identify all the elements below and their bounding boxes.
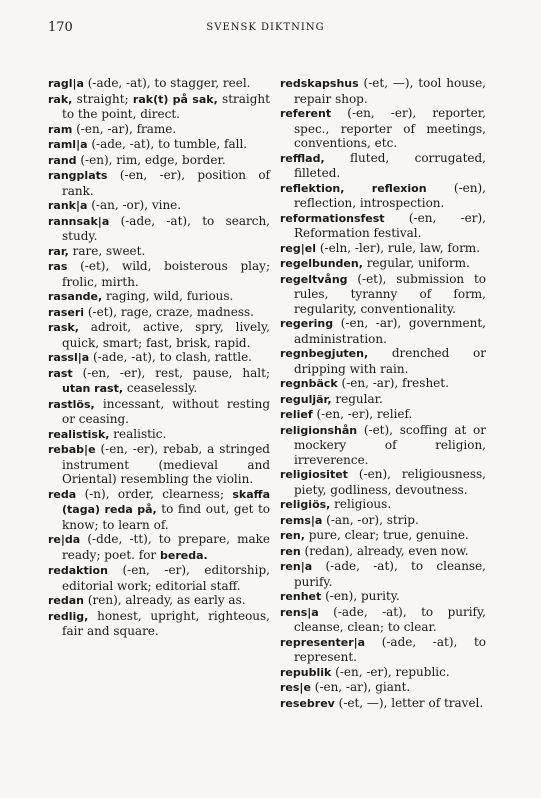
entry-headword: regnbegjuten, xyxy=(280,347,369,360)
dictionary-entry xyxy=(280,605,486,635)
dictionary-entry xyxy=(280,376,486,392)
dictionary-entry xyxy=(280,589,486,605)
dictionary-entry xyxy=(280,106,486,151)
entry-definition: adroit, active, spry, lively, quick, smart; fast, brisk, rapid. xyxy=(62,320,270,350)
entry-headword: realistisk, xyxy=(48,427,110,441)
left-column xyxy=(48,76,270,639)
page-number: 170 xyxy=(48,20,73,35)
entry-definition: realistic. xyxy=(109,426,167,441)
entry-headword: regering xyxy=(280,317,334,330)
entry-headword: reda xyxy=(48,487,77,501)
entry-definition: ceaselessly. xyxy=(123,381,198,395)
page-header xyxy=(48,20,483,40)
dictionary-entry xyxy=(280,76,486,106)
entry-headword: rems|a xyxy=(280,513,323,527)
entry-bold-phrase: skaffa (taga) reda på, xyxy=(62,487,270,516)
entry-definition: (-en, -er), position of rank. xyxy=(62,168,270,198)
dictionary-entry xyxy=(48,320,270,350)
entry-headword: referent xyxy=(280,107,332,120)
entry-definition: (-en, -er), republic. xyxy=(331,664,450,679)
dictionary-entry xyxy=(280,392,486,408)
entry-headword: re|da xyxy=(48,533,81,546)
entry-definition: (-en, -ar), frame. xyxy=(72,121,177,136)
entry-headword: ras xyxy=(48,260,68,273)
entry-definition: (-ade, -at), to clash, rattle. xyxy=(89,350,252,364)
entry-definition: (-ade, -at), to represent. xyxy=(294,634,486,664)
entry-headword: ragl|a xyxy=(48,77,84,90)
entry-headword: regeltvång xyxy=(280,272,348,286)
dictionary-entry xyxy=(280,680,486,696)
dictionary-entry xyxy=(280,467,486,497)
entry-definition: (-dde, -tt), to prepare, make ready; poet. for xyxy=(62,532,270,562)
entry-headword: rens|a xyxy=(280,605,319,619)
entry-definition: regular. xyxy=(331,391,383,406)
entry-headword: raml|a xyxy=(48,138,88,151)
entry-headword: regelbunden, xyxy=(280,257,363,270)
entry-bold-phrase: bereda. xyxy=(160,548,208,562)
entry-headword: rand xyxy=(48,153,77,167)
dictionary-entry xyxy=(280,497,486,513)
entry-headword: rasande, xyxy=(48,290,103,303)
entry-definition: (-ade, -at), to tumble, fall. xyxy=(87,137,248,151)
entry-definition: (-ade, -at), to purify, cleanse, clean; to clear. xyxy=(294,604,486,634)
right-column xyxy=(280,76,486,711)
dictionary-entry xyxy=(48,397,270,427)
entry-headword: ren xyxy=(280,544,301,558)
entry-headword: resebrev xyxy=(280,696,335,710)
dictionary-entry xyxy=(48,366,270,397)
entry-headword: rastlös, xyxy=(48,397,95,411)
entry-headword: rangplats xyxy=(48,169,108,182)
entry-definition: (-en, -er), reporter, spec., reporter of meetings, conventions, etc. xyxy=(294,106,486,150)
entry-headword: reguljär, xyxy=(280,392,332,406)
dictionary-entry xyxy=(48,427,270,443)
entry-headword: refflad, xyxy=(280,151,325,165)
dictionary-entry xyxy=(48,305,270,321)
dictionary-entry xyxy=(280,665,486,681)
dictionary-entry xyxy=(280,559,486,589)
entry-definition: drenched or dripping with rain. xyxy=(294,346,486,376)
entry-headword: rast xyxy=(48,366,73,380)
entry-definition: (-en, -er), editorship, editorial work; editorial staff. xyxy=(62,563,270,593)
entry-headword: redskapshus xyxy=(280,77,359,90)
dictionary-entry xyxy=(280,256,486,272)
entry-headword: reg|el xyxy=(280,241,317,255)
entry-headword: representer|a xyxy=(280,635,366,649)
entry-definition: (-en, -ar), giant. xyxy=(310,680,411,694)
entry-headword: ram xyxy=(48,122,73,136)
entry-headword: regnbäck xyxy=(280,377,338,390)
entry-headword: raseri xyxy=(48,305,85,319)
dictionary-entry xyxy=(48,153,270,169)
dictionary-entry xyxy=(48,122,270,138)
dictionary-entry xyxy=(48,609,270,639)
dictionary-entry xyxy=(280,241,486,257)
entry-definition: straight; xyxy=(72,91,133,106)
dictionary-entry xyxy=(280,407,486,423)
entry-headword: rak, xyxy=(48,92,73,106)
entry-definition: (-et), scoffing at or mockery of religion, irreverence. xyxy=(294,422,486,467)
dictionary-entry xyxy=(48,198,270,214)
entry-definition: straight to the point, direct. xyxy=(62,91,270,121)
entry-definition: fluted, corrugated, filleted. xyxy=(294,150,486,180)
entry-headword: renhet xyxy=(280,590,322,603)
dictionary-entry xyxy=(280,423,486,468)
dictionary-entry xyxy=(280,272,486,317)
entry-headword: rask, xyxy=(48,321,79,334)
entry-definition: (-et), wild, boisterous play; frolic, mirth. xyxy=(62,259,270,289)
entry-headword: rar, xyxy=(48,244,69,258)
entry-definition: (-et), submission to rules, tyranny of form, regularity, conventionality. xyxy=(294,271,486,316)
dictionary-entry xyxy=(48,244,270,260)
dictionary-entry xyxy=(48,289,270,305)
entry-definition: (-n), order, clearness; xyxy=(76,486,233,501)
entry-definition: (-en), religiousness, piety, godliness, devoutness. xyxy=(294,467,486,497)
dictionary-entry xyxy=(280,696,486,712)
dictionary-entry xyxy=(280,151,486,181)
entry-bold-phrase: utan rast, xyxy=(62,382,124,395)
dictionary-entry xyxy=(48,442,270,487)
dictionary-entry xyxy=(48,137,270,153)
entry-headword: redaktion xyxy=(48,564,108,577)
entry-headword: redlig, xyxy=(48,609,89,623)
entry-definition: regular, uniform. xyxy=(362,256,470,270)
dictionary-entry xyxy=(48,259,270,289)
entry-definition: incessant, without resting or ceasing. xyxy=(62,396,270,426)
dictionary-entry xyxy=(48,92,270,122)
entry-definition: (-ade, -at), to stagger, reel. xyxy=(83,76,251,90)
entry-definition: (ren), already, as early as. xyxy=(84,593,246,607)
entry-bold-phrase: rak(t) på sak, xyxy=(132,92,218,106)
entry-headword: rank|a xyxy=(48,199,88,212)
entry-definition: (-en), rim, edge, border. xyxy=(76,152,226,167)
entry-definition: (-an, -or), strip. xyxy=(322,512,419,527)
entry-definition: to find out, get to know; to learn of. xyxy=(62,502,270,532)
entry-definition: (-ade, -at), to cleanse, purify. xyxy=(294,559,486,589)
entry-definition: (-ade, -at), to search, study. xyxy=(62,213,270,243)
entry-definition: pure, clear; true, genuine. xyxy=(304,528,469,542)
entry-definition: (-en), purity. xyxy=(321,589,400,603)
entry-headword: republik xyxy=(280,665,332,679)
entry-headword: relief xyxy=(280,408,313,421)
entry-definition: religious. xyxy=(330,497,392,511)
entry-definition: rare, sweet. xyxy=(68,243,146,258)
entry-headword: religiös, xyxy=(280,498,331,511)
entry-definition: (-en), reflection, introspection. xyxy=(294,180,486,210)
entry-headword: rannsak|a xyxy=(48,214,110,228)
entry-headword: redan xyxy=(48,594,85,607)
entry-headword: religionshån xyxy=(280,423,358,437)
entry-definition: (-en, -ar), freshet. xyxy=(337,376,449,390)
entry-definition: (-en, -er), Reformation festival. xyxy=(294,210,486,240)
dictionary-entry xyxy=(280,181,486,211)
dictionary-entry xyxy=(280,635,486,665)
dictionary-entry xyxy=(280,211,486,241)
entry-headword: religiositet xyxy=(280,468,348,481)
entry-definition: (-eln, -ler), rule, law, form. xyxy=(316,240,481,255)
dictionary-entry xyxy=(280,513,486,529)
dictionary-entry xyxy=(48,563,270,593)
dictionary-entry xyxy=(280,346,486,376)
entry-definition: (-et, —), tool house, repair shop. xyxy=(294,76,486,106)
dictionary-entry xyxy=(280,528,486,544)
dictionary-entry xyxy=(48,214,270,244)
entry-headword: ren, xyxy=(280,529,305,542)
dictionary-entry xyxy=(280,316,486,346)
entry-definition: raging, wild, furious. xyxy=(102,289,234,303)
entry-headword: reflektion, reflexion xyxy=(280,181,427,195)
entry-headword: rassl|a xyxy=(48,351,90,364)
dictionary-entry xyxy=(280,544,486,560)
entry-headword: reformationsfest xyxy=(280,211,385,225)
dictionary-entry xyxy=(48,168,270,198)
entry-headword: rebab|e xyxy=(48,443,96,456)
entry-definition: (-en, -ar), government, administration. xyxy=(294,316,486,346)
entry-definition: (redan), already, even now. xyxy=(300,543,469,558)
entry-definition: (-et), rage, craze, madness. xyxy=(84,304,254,319)
entry-headword: ren|a xyxy=(280,560,313,573)
dictionary-entry xyxy=(48,593,270,609)
running-title: SVENSK DIKTNING xyxy=(206,22,325,33)
dictionary-entry xyxy=(48,350,270,366)
entry-definition: (-an, -or), vine. xyxy=(87,198,182,212)
entry-definition: honest, upright, righteous, fair and square. xyxy=(62,608,270,638)
entry-definition: (-et, —), letter of travel. xyxy=(334,695,484,710)
dictionary-entry xyxy=(48,76,270,92)
dictionary-entry xyxy=(48,487,270,533)
entry-definition: (-en, -er), rebab, a stringed instrument (medieval and Oriental) resembling the violin. xyxy=(62,442,270,486)
entry-headword: res|e xyxy=(280,681,311,694)
dictionary-entry xyxy=(48,532,270,563)
entry-definition: (-en, -er), relief. xyxy=(312,407,413,421)
entry-definition: (-en, -er), rest, pause, halt; xyxy=(72,365,270,380)
